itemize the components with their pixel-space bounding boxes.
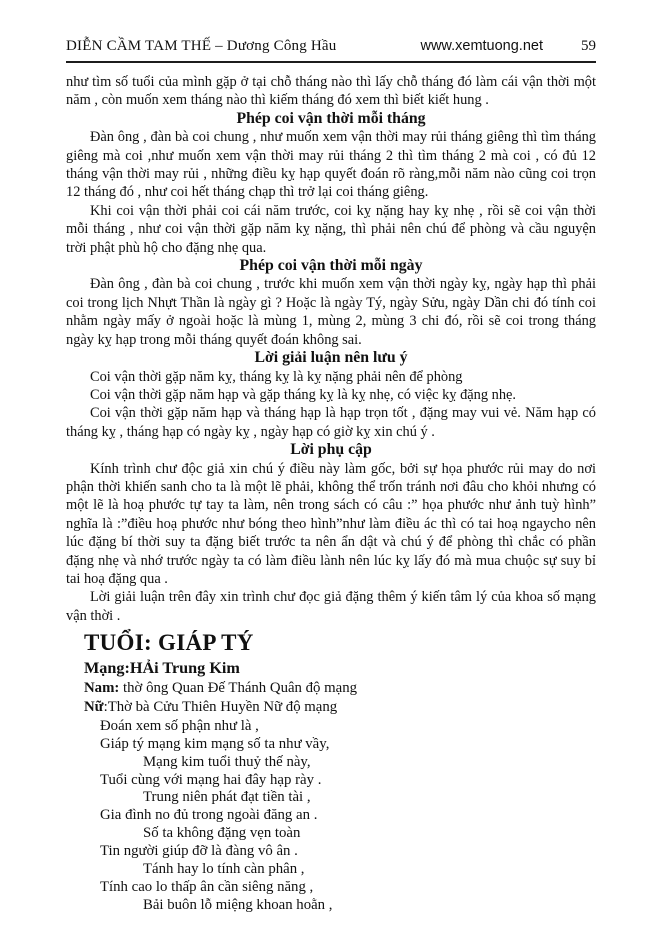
male-worship-text: thờ ông Quan Đế Thánh Quân độ mạng xyxy=(119,680,358,697)
poem-line: Tính cao lo thấp ân cần siêng năng , xyxy=(100,878,314,895)
poem-line: Giáp tý mạng kim mạng số ta như vầy, xyxy=(100,735,330,752)
website-url: www.xemtuong.net xyxy=(420,38,543,54)
female-worship-text: :Thờ bà Cửu Thiên Huyền Nữ độ mạng xyxy=(103,698,338,715)
poem-line: Tin người giúp đỡ là đàng vô ân . xyxy=(100,843,298,860)
female-worship-line xyxy=(84,698,596,717)
page-body xyxy=(66,73,596,915)
poem-line: Số ta không đặng vẹn toàn xyxy=(143,825,301,842)
section-heading-month: Phép coi vận thời mỗi tháng xyxy=(236,109,426,127)
poem-line: Mạng kim tuổi thuỷ thế này, xyxy=(143,753,311,770)
month-paragraph-1: Đàn ông , đàn bà coi chung , như muốn xem vận thời may rủi tháng giêng thì tìm tháng giêng mà coi ,như muốn xem vận thời may rủi tháng 2 thì tìm tháng 2 mà coi , có đủ 12 tháng vận thời may rủi , những điều kỵ hạp quyết đoán rõ ràng,mỗi năm nào cũng coi trọn 12 tháng đó , như coi hết tháng chạp thì trở lại coi tháng giêng. xyxy=(66,129,596,201)
poem-line: Tánh hay lo tính càn phân , xyxy=(143,861,305,878)
book-title: DIỄN CẦM TAM THẾ – Dương Công Hầu xyxy=(66,38,337,54)
day-paragraph: Đàn ông , đàn bà coi chung , trước khi muốn xem vận thời ngày kỵ, ngày hạp thì phải coi trong lịch Nhựt Thần là ngày gì ? Hoặc là ngày Tý, ngày Sửu, ngày Dần chi đó tính coi nhằm ngày mấy ở ngoài hoặc là mùng 1, mùng 2, mùng 3 chi đó, rồi sẽ coi trong tháng ngày kỵ hạp trong mỗi tháng quyết đoán không sai. xyxy=(66,276,596,348)
age-section xyxy=(66,630,596,915)
poem-line: Gia đình no đủ trong ngoài đăng an . xyxy=(100,807,318,824)
page-header xyxy=(66,38,596,63)
female-label: Nữ xyxy=(84,698,104,715)
age-title: TUỔI: GIÁP TÝ xyxy=(84,630,254,656)
section-heading-notes: Lời giải luận nên lưu ý xyxy=(254,349,408,367)
note-line-3: Coi vận thời gặp năm hạp và tháng hạp là hạp trọn tốt , đặng may vui vẻ. Năm hạp có tháng kỵ , tháng hạp có ngày kỵ , ngày hạp có giờ kỵ xin chú ý . xyxy=(66,405,596,440)
section-heading-appendix: Lời phụ cập xyxy=(290,441,372,459)
page-number: 59 xyxy=(581,38,596,54)
closing-paragraph: Lời giải luận trên đây xin trình chư đọc giả đặng thêm ý kiến tâm lý của khoa số mạng vận thời . xyxy=(66,589,596,624)
fortune-poem xyxy=(66,718,596,915)
appendix-paragraph: Kính trình chư độc giả xin chú ý điều này làm gốc, bởi sự họa phước rủi may do nơi phận thời khiến sanh cho ta là một lẽ phải, không thể trốn tránh nơi đâu cho khỏi nhưng có một lẽ là hoạ phước tự tay ta làm, nên trong sách có câu :” họa phước như ảnh tuỳ hình” nghĩa là :”điều hoạ phước như bóng theo hình”như làm điều ác thì có tai hoạ ngaycho nên lúc đặng bí thời suy ta đặng biết trước ta nên ẩn dật và chú ý để phòng thì chắc có phần đặng nhẹ và nhớ trước ngày ta có làm điều lành nên lúc kỵ lấy đó mà mua chuộc sự suy bỉ tai hoạ đặng qua . xyxy=(66,460,596,587)
intro-paragraph: như tìm số tuổi của mình gặp ở tại chỗ tháng nào thì lấy chỗ tháng đó làm cái vận thời một năm , còn muốn xem tháng nào thì kiếm tháng đó xem thì biết kiết hung . xyxy=(66,74,596,109)
poem-line: Tuổi cùng với mạng hai đây hạp rày . xyxy=(100,771,322,788)
male-worship-line xyxy=(84,679,596,698)
poem-line: Trung niên phát đạt tiền tài , xyxy=(143,789,311,806)
poem-line: Đoán xem số phận như là , xyxy=(100,717,259,734)
note-line-1: Coi vận thời gặp năm kỵ, tháng kỵ là kỵ nặng phải nên để phòng xyxy=(90,368,463,385)
poem-line: Bải buôn lỗ miệng khoan hoằn , xyxy=(143,896,333,913)
note-line-2: Coi vận thời gặp năm hạp và gặp tháng kỵ là kỵ nhẹ, có việc kỵ đặng nhẹ. xyxy=(90,386,517,403)
male-label: Nam: xyxy=(84,680,120,697)
section-heading-day: Phép coi vận thời mỗi ngày xyxy=(239,257,423,275)
month-paragraph-2: Khi coi vận thời phải coi cái năm trước, coi kỵ nặng hay kỵ nhẹ , rồi sẽ coi vận thời mỗi tháng , như coi vận thời gặp năm kỵ nặng, thì phải nên chú để phòng và cầu nguyện trời phật phù hộ cho đặng nhẹ qua. xyxy=(66,202,596,256)
destiny-line: Mạng:HẢi Trung Kim xyxy=(84,659,240,678)
